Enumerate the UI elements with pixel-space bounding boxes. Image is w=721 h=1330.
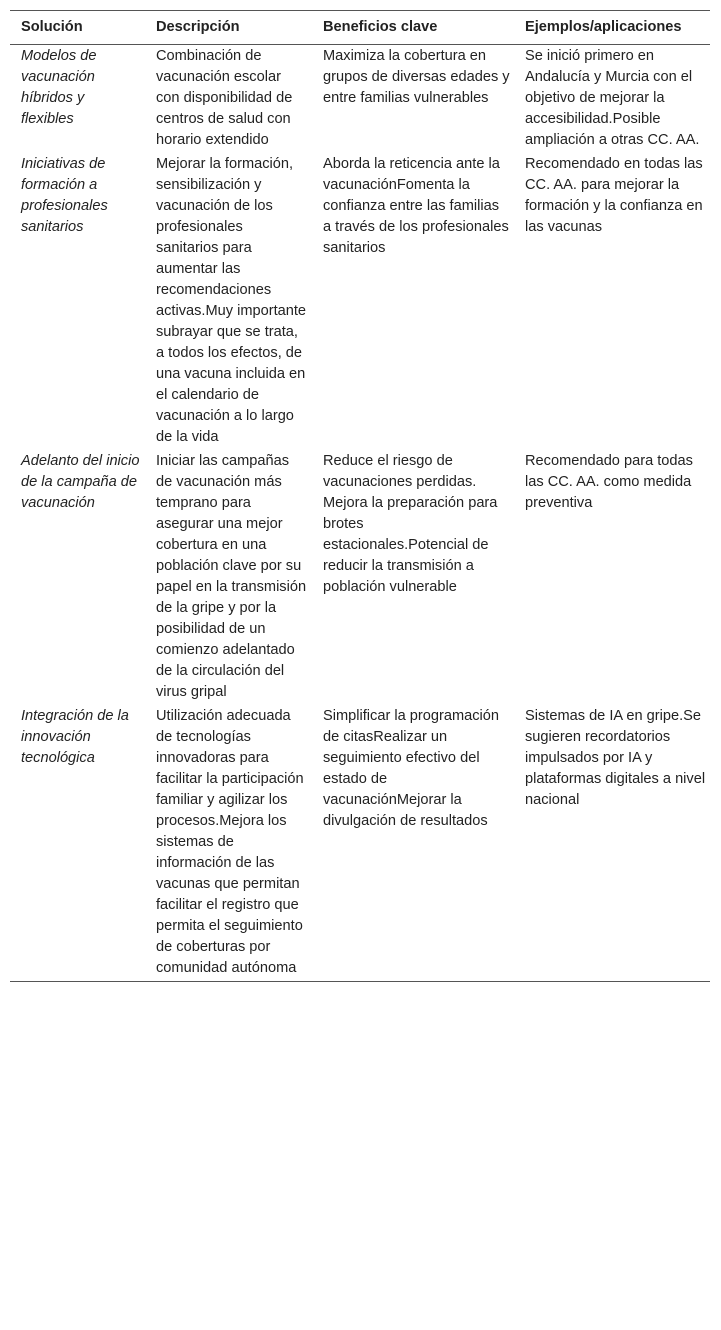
cell-solucion: Integración de la innovación tecnológica	[21, 708, 129, 766]
header-row	[10, 11, 710, 45]
header-ejemplos: Ejemplos/aplicaciones	[525, 19, 682, 35]
cell-beneficios: Simplificar la programación de citasRealizar un seguimiento efectivo del estado de vacunaciónMejorar la divulgación de resultados	[323, 708, 500, 829]
table-header	[10, 11, 710, 45]
cell-descripcion: Iniciar las campañas de vacunación más temprano para asegurar una mejor cobertura en una población clave por su papel en la transmisión de la gripe y por la posibilidad de un comienzo adelantado de la circulación del virus gripal	[156, 453, 307, 700]
table-row	[10, 450, 710, 705]
table-body	[10, 45, 710, 982]
cell-ejemplos: Se inició primero en Andalucía y Murcia con el objetivo de mejorar la accesibilidad.Posible ampliación a otras CC. AA.	[525, 48, 700, 148]
cell-solucion: Adelanto del inicio de la campaña de vacunación	[21, 453, 140, 511]
header-beneficios: Beneficios clave	[323, 19, 438, 35]
cell-solucion: Modelos de vacunación híbridos y flexibles	[21, 48, 97, 127]
cell-descripcion: Utilización adecuada de tecnologías innovadoras para facilitar la participación familiar y agilizar los procesos.Mejora los sistemas de información de las vacunas que permitan facilitar el registro que permita el seguimiento de coberturas por comunidad autónoma	[156, 708, 304, 976]
cell-beneficios: Maximiza la cobertura en grupos de diversas edades y entre familias vulnerables	[323, 48, 510, 106]
solutions-table	[10, 10, 710, 982]
header-solucion: Solución	[21, 19, 83, 35]
header-descripcion: Descripción	[156, 19, 240, 35]
cell-descripcion: Combinación de vacunación escolar con disponibilidad de centros de salud con horario extendido	[156, 48, 293, 148]
cell-solucion: Iniciativas de formación a profesionales sanitarios	[21, 156, 108, 235]
cell-beneficios: Aborda la reticencia ante la vacunaciónFomenta la confianza entre las familias a través de los profesionales sanitarios	[323, 156, 509, 256]
cell-ejemplos: Sistemas de IA en gripe.Se sugieren recordatorios impulsados por IA y plataformas digitales a nivel nacional	[525, 708, 706, 808]
cell-ejemplos: Recomendado para todas las CC. AA. como medida preventiva	[525, 453, 693, 511]
cell-beneficios: Reduce el riesgo de vacunaciones perdidas. Mejora la preparación para brotes estacionales.Potencial de reducir la transmisión a población vulnerable	[323, 453, 498, 595]
table-row	[10, 45, 710, 154]
cell-ejemplos: Recomendado en todas las CC. AA. para mejorar la formación y la confianza en las vacunas	[525, 156, 703, 235]
cell-descripcion: Mejorar la formación, sensibilización y vacunación de los profesionales sanitarios para aumentar las recomendaciones activas.Muy importante subrayar que se trata, a todos los efectos, de una vacuna incluida en el calendario de vacunación a lo largo de la vida	[156, 156, 307, 445]
table-row	[10, 705, 710, 982]
table-row	[10, 153, 710, 450]
